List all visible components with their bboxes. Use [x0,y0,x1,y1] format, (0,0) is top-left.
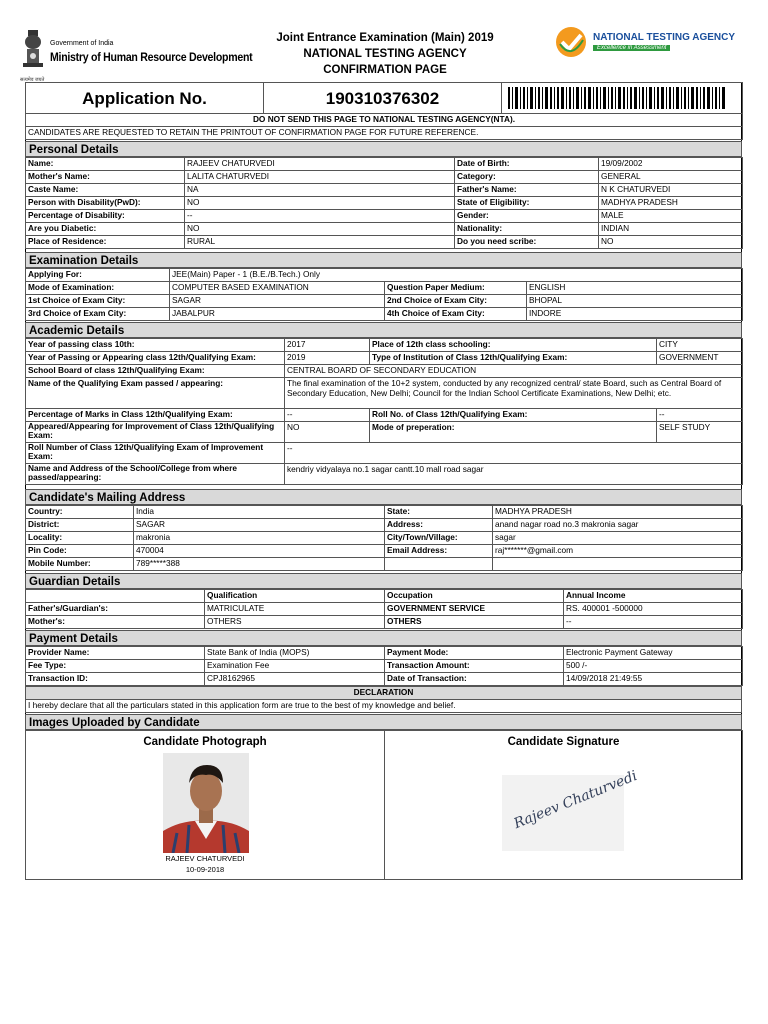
applying-for-value: JEE(Main) Paper - 1 (B.E./B.Tech.) Only [170,269,743,282]
field-value: 14/09/2018 21:49:55 [564,673,743,686]
signature-script: Rajeev Chaturvedi [511,767,640,833]
field-value: sagar [493,532,743,545]
table-row [26,532,743,545]
field-label: Payment Mode: [385,647,564,660]
field-value: Examination Fee [205,660,385,673]
field-label: State: [385,506,493,519]
field-value: GENERAL [599,171,743,184]
guardian-head [26,590,743,603]
table-row [26,603,743,616]
field-value: MADHYA PRADESH [599,197,743,210]
qualifying-exam-value: The final examination of the 10+2 system, conducted by any recognized central/ state Board, such as Central Board of Secondary Education, New Delhi; Council for the Indian School Certificate Examinations, New Delhi; etc. [285,378,743,409]
do-not-send-notice: DO NOT SEND THIS PAGE TO NATIONAL TESTING AGENCY(NTA). [26,114,743,127]
field-label: Email Address: [385,545,493,558]
field-label: Question Paper Medium: [385,282,527,295]
field-value: LALITA CHATURVEDI [185,171,455,184]
improvement-roll-value: -- [285,443,743,464]
field-label: Mother's: [26,616,205,629]
institution-type-label: Type of Institution of Class 12th/Qualifying Exam: [370,352,657,365]
field-label: Father's Name: [455,184,599,197]
field-value: INDORE [527,308,743,321]
applying-for-label: Applying For: [26,269,170,282]
field-value: NO [599,236,743,249]
field-label: Fee Type: [26,660,205,673]
board-value: CENTRAL BOARD OF SECONDARY EDUCATION [285,365,743,378]
field-label: Occupation [385,590,564,603]
field-value: CPJ8162965 [205,673,385,686]
field-label: Father's/Guardian's: [26,603,205,616]
field-label: 4th Choice of Exam City: [385,308,527,321]
field-value: INDIAN [599,223,743,236]
table-row [26,197,743,210]
field-label [26,590,205,603]
personal-rows [26,158,743,249]
field-label: GOVERNMENT SERVICE [385,603,564,616]
emblem-motto: सत्यमेव जयते [20,77,45,83]
personal-details-heading: Personal Details [25,141,742,157]
field-value: Electronic Payment Gateway [564,647,743,660]
field-value: makronia [134,532,385,545]
barcode-icon [504,87,732,109]
class10-year-label: Year of passing class 10th: [26,339,285,352]
field-label: Place of Residence: [26,236,185,249]
improvement-roll-label: Roll Number of Class 12th/Qualifying Exam of Improvement Exam: [26,443,285,464]
preparation-mode-value: SELF STUDY [657,422,743,443]
field-label: City/Town/Village: [385,532,493,545]
table-row [26,295,743,308]
table-row [26,673,743,686]
declaration-text: I hereby declare that all the particulars stated in this application form are true to the best of my knowledge and belief. [26,700,742,713]
barcode [502,83,743,114]
schooling-place-label: Place of 12th class schooling: [370,339,657,352]
application-no-label: Application No. [26,83,264,114]
field-label: 2nd Choice of Exam City: [385,295,527,308]
field-label: District: [26,519,134,532]
confirmation-title: CONFIRMATION PAGE [323,64,447,76]
photo-cell [26,731,385,880]
declaration-table [25,686,742,713]
field-label: Do you need scribe: [455,236,599,249]
field-label: Address: [385,519,493,532]
table-row [26,590,743,603]
photo-label: Candidate Photograph [143,736,267,748]
table-row [26,506,743,519]
field-label: Annual Income [564,590,743,603]
table-row [26,616,743,629]
field-label: Are you Diabetic: [26,223,185,236]
field-value: RURAL [185,236,455,249]
ministry-label: Ministry of Human Resource Development [50,50,253,64]
guardian-rows [26,603,743,629]
school-address-value: kendriy vidyalaya no.1 sagar cantt.10 mall road sagar [285,464,743,485]
field-value: anand nagar road no.3 makronia sagar [493,519,743,532]
field-label: Date of Birth: [455,158,599,171]
field-label: Person with Disability(PwD): [26,197,185,210]
exam-title: Joint Entrance Examination (Main) 2019 [276,32,494,44]
improvement-value: NO [285,422,370,443]
images-heading: Images Uploaded by Candidate [25,714,742,730]
photo-caption-date: 10-09-2018 [185,865,225,874]
table-row [26,519,743,532]
field-label [385,558,493,571]
personal-details-table [25,157,743,249]
schooling-place-value: CITY [657,339,743,352]
field-value: NA [185,184,455,197]
field-value: RS. 400001 -500000 [564,603,743,616]
roll-no-value: -- [657,409,743,422]
table-row [26,282,743,295]
marks-percentage-label: Percentage of Marks in Class 12th/Qualifying Exam: [26,409,285,422]
field-label: Provider Name: [26,647,205,660]
mailing-address-heading: Candidate's Mailing Address [25,489,742,505]
field-value: -- [185,210,455,223]
national-emblem-icon [20,28,46,76]
exam-details-table [25,268,743,321]
field-label: 1st Choice of Exam City: [26,295,170,308]
signature-label: Candidate Signature [507,736,620,748]
field-value: MALE [599,210,743,223]
exam-rows [26,282,743,321]
field-label: Mother's Name: [26,171,185,184]
field-label: Caste Name: [26,184,185,197]
field-label: OTHERS [385,616,564,629]
nta-name: NATIONAL TESTING AGENCY [593,32,736,43]
table-row [26,647,743,660]
payment-rows [26,647,743,686]
field-value: RAJEEV CHATURVEDI [185,158,455,171]
field-label: Pin Code: [26,545,134,558]
table-row [26,210,743,223]
field-value: SAGAR [170,295,385,308]
field-value: NO [185,197,455,210]
field-label: Name: [26,158,185,171]
field-label: Mobile Number: [26,558,134,571]
table-row [26,184,743,197]
field-value: JABALPUR [170,308,385,321]
field-value [493,558,743,571]
field-label: Transaction Amount: [385,660,564,673]
field-value: COMPUTER BASED EXAMINATION [170,282,385,295]
field-label: Category: [455,171,599,184]
guardian-details-heading: Guardian Details [25,573,742,589]
field-value: State Bank of India (MOPS) [205,647,385,660]
mailing-rows [26,506,743,571]
application-number-table [25,82,743,140]
field-value: MATRICULATE [205,603,385,616]
photo-caption-name: RAJEEV CHATURVEDI [165,854,245,863]
field-value: MADHYA PRADESH [493,506,743,519]
nta-tagline: Excellence in Assessment [593,45,670,51]
table-row [26,171,743,184]
qualifying-exam-label: Name of the Qualifying Exam passed / appearing: [26,378,285,409]
field-value: 789*****388 [134,558,385,571]
table-row [26,223,743,236]
field-label: Gender: [455,210,599,223]
gov-of-india-label: Government of India [50,40,114,47]
class12-year-value: 2019 [285,352,370,365]
nta-logo-icon [555,26,587,58]
field-label: Percentage of Disability: [26,210,185,223]
roll-no-label: Roll No. of Class 12th/Qualifying Exam: [370,409,657,422]
field-label: 3rd Choice of Exam City: [26,308,170,321]
field-label: Qualification [205,590,385,603]
field-value: 470004 [134,545,385,558]
application-no-value: 190310376302 [264,83,502,114]
mailing-address-table [25,505,743,571]
signature-cell [385,731,743,880]
field-value: ENGLISH [527,282,743,295]
table-row [26,558,743,571]
field-value: BHOPAL [527,295,743,308]
field-value: 500 /- [564,660,743,673]
payment-details-table [25,646,743,686]
improvement-label: Appeared/Appearing for Improvement of Class 12th/Qualifying Exam: [26,422,285,443]
payment-details-heading: Payment Details [25,630,742,646]
field-label: Locality: [26,532,134,545]
table-row [26,236,743,249]
institution-type-value: GOVERNMENT [657,352,743,365]
table-row [26,545,743,558]
field-value: raj*******@gmail.com [493,545,743,558]
field-value: SAGAR [134,519,385,532]
class10-year-value: 2017 [285,339,370,352]
preparation-mode-label: Mode of preperation: [370,422,657,443]
field-label: Nationality: [455,223,599,236]
table-row [26,158,743,171]
field-value: NO [185,223,455,236]
field-value: India [134,506,385,519]
table-row [26,308,743,321]
field-label: Country: [26,506,134,519]
table-row [26,660,743,673]
candidate-signature [502,767,640,851]
academic-details-table [25,338,743,485]
field-label: Mode of Examination: [26,282,170,295]
page-title [230,30,540,78]
candidate-photo [163,753,249,853]
images-table [25,730,743,880]
agency-title: NATIONAL TESTING AGENCY [303,48,467,60]
field-label: Date of Transaction: [385,673,564,686]
retain-printout-notice: CANDIDATES ARE REQUESTED TO RETAIN THE PRINTOUT OF CONFIRMATION PAGE FOR FUTURE REFERENCE. [26,127,743,140]
marks-percentage-value: -- [285,409,370,422]
declaration-heading: DECLARATION [26,687,742,700]
exam-details-heading: Examination Details [25,252,742,268]
class12-year-label: Year of Passing or Appearing class 12th/Qualifying Exam: [26,352,285,365]
school-address-label: Name and Address of the School/College from where passed/appearing: [26,464,285,485]
academic-details-heading: Academic Details [25,322,742,338]
field-value: N K CHATURVEDI [599,184,743,197]
field-label: Transaction ID: [26,673,205,686]
field-value: OTHERS [205,616,385,629]
board-label: School Board of class 12th/Qualifying Exam: [26,365,285,378]
field-label: State of Eligibility: [455,197,599,210]
field-value: 19/09/2002 [599,158,743,171]
field-value: -- [564,616,743,629]
guardian-details-table [25,589,743,629]
